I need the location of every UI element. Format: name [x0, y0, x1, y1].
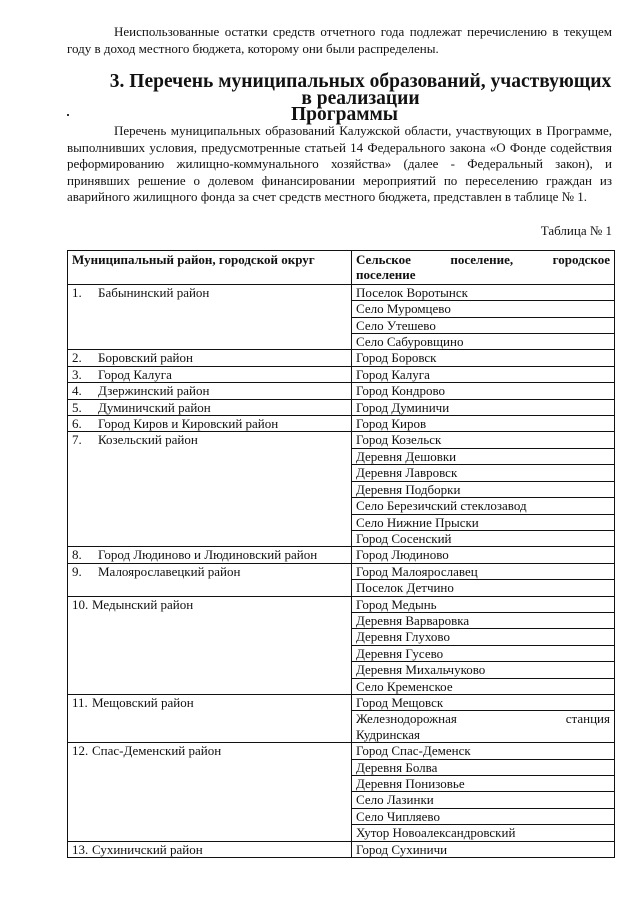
district-name: Бабынинский район [98, 284, 210, 300]
settlement-cell: Село Сабуровщино [352, 334, 615, 350]
header-district: Муниципальный район, городской округ [68, 251, 352, 285]
settlement-cell: Деревня Дешовки [352, 448, 615, 464]
district-name: Боровский район [98, 350, 193, 366]
row-number: 12. [72, 743, 89, 759]
settlement-cell: Село Муромцево [352, 301, 615, 317]
row-number: 11. [72, 694, 88, 710]
table-header-row [68, 251, 615, 285]
district-name: Козельский район [98, 432, 198, 448]
district-cell [68, 350, 352, 366]
municipalities-table [67, 250, 615, 858]
settlement-cell: Город Калуга [352, 366, 615, 382]
settlement-cell: Село Березичский стеклозавод [352, 498, 615, 514]
table-row [68, 350, 615, 366]
table-row [68, 694, 615, 710]
district-cell [68, 563, 352, 596]
settlement-cell: Город Малоярославец [352, 563, 615, 579]
district-cell [68, 596, 352, 694]
row-number: 4. [72, 383, 82, 399]
district-cell [68, 841, 352, 857]
settlement-cell: Город Козельск [352, 432, 615, 448]
settlement-cell: Деревня Глухово [352, 629, 615, 645]
row-number: 13. [72, 841, 89, 857]
header-settlement: Сельское поселение, городское поселение [352, 251, 615, 285]
table-caption: Таблица № 1 [540, 223, 612, 238]
settlement-cell: Поселок Детчино [352, 580, 615, 596]
table-row [68, 383, 615, 399]
settlement-cell: Город Киров [352, 416, 615, 432]
settlement-cell: Город Сосенский [352, 530, 615, 546]
district-cell [68, 284, 352, 350]
table-row [68, 743, 615, 759]
district-cell [68, 743, 352, 841]
district-name: Сухиничский район [92, 841, 203, 857]
row-number: 7. [72, 432, 82, 448]
settlement-cell: Город Кондрово [352, 383, 615, 399]
district-cell [68, 366, 352, 382]
section-heading [67, 71, 612, 125]
settlement-cell: Деревня Михальчуково [352, 662, 615, 678]
district-name: Думиничский район [98, 399, 211, 415]
row-number: 6. [72, 416, 82, 432]
settlement-cell: Село Чипляево [352, 808, 615, 824]
settlement-cell: Город Медынь [352, 596, 615, 612]
intro-paragraph: Неиспользованные остатки средств отчетного года подлежат перечислению в текущем году в доход местного бюджета, которому они были распределены. [67, 24, 612, 56]
district-name: Город Киров и Кировский район [98, 416, 279, 432]
table-body [68, 284, 615, 857]
settlement-cell: Город Мещовск [352, 694, 615, 710]
table-row [68, 284, 615, 300]
row-number: 2. [72, 350, 82, 366]
row-number: 10. [72, 596, 89, 612]
district-name: Спас-Деменский район [92, 743, 222, 759]
settlement-cell: Город Боровск [352, 350, 615, 366]
settlement-cell: Село Лазинки [352, 792, 615, 808]
district-cell [68, 383, 352, 399]
settlement-cell: Поселок Воротынск [352, 284, 615, 300]
table-row [68, 432, 615, 448]
settlement-cell: Хутор Новоалександровский [352, 825, 615, 841]
row-number: 3. [72, 366, 82, 382]
settlement-cell: Деревня Лавровск [352, 465, 615, 481]
settlement-cell: Деревня Понизовье [352, 776, 615, 792]
table-row [68, 416, 615, 432]
settlement-cell: Село Утешево [352, 317, 615, 333]
settlement-cell: Город Людиново [352, 547, 615, 563]
row-number: 9. [72, 563, 82, 579]
settlement-cell: Деревня Варваровка [352, 612, 615, 628]
settlement-cell: Город Сухиничи [352, 841, 615, 857]
settlement-cell: Город Спас-Деменск [352, 743, 615, 759]
district-name: Дзержинский район [98, 383, 210, 399]
district-name: Малоярославецкий район [98, 563, 241, 579]
settlement-cell: Деревня Подборки [352, 481, 615, 497]
row-number: 8. [72, 547, 82, 563]
table-row [68, 547, 615, 563]
district-name: Город Калуга [98, 366, 172, 382]
row-number: 1. [72, 284, 82, 300]
section-heading-line1: 3. Перечень муниципальных образований, участвующих в реализации [109, 71, 612, 109]
table-row [68, 563, 615, 579]
settlement-cell: Деревня Гусево [352, 645, 615, 661]
district-cell [68, 547, 352, 563]
district-name: Медынский район [92, 596, 194, 612]
settlement-cell: Город Думиничи [352, 399, 615, 415]
district-name: Город Людиново и Людиновский район [98, 547, 318, 563]
table-row [68, 841, 615, 857]
settlement-cell: Деревня Болва [352, 759, 615, 775]
district-cell [68, 416, 352, 432]
table-row [68, 366, 615, 382]
district-cell [68, 432, 352, 547]
district-cell [68, 694, 352, 742]
settlement-cell: Железнодорожная станция Кудринская [352, 711, 615, 743]
table-row [68, 596, 615, 612]
row-number: 5. [72, 399, 82, 415]
section-heading-line2: Программы [290, 104, 398, 125]
settlement-cell: Село Кременское [352, 678, 615, 694]
settlement-cell: Село Нижние Прыски [352, 514, 615, 530]
district-name: Мещовский район [92, 694, 194, 710]
district-cell [68, 399, 352, 415]
main-paragraph: Перечень муниципальных образований Калужской области, участвующих в Программе, выполнивших условия, предусмотренные статьей 14 Федерального закона «О Фонде содействия реформированию жилищно-коммунального хозяйства» (далее - Федеральный закон), и принявших решение о долевом финансировании мероприятий по переселению граждан из аварийного жилищного фонда за счет средств местного бюджета, представлен в таблице № 1. [67, 123, 612, 204]
table-row [68, 399, 615, 415]
